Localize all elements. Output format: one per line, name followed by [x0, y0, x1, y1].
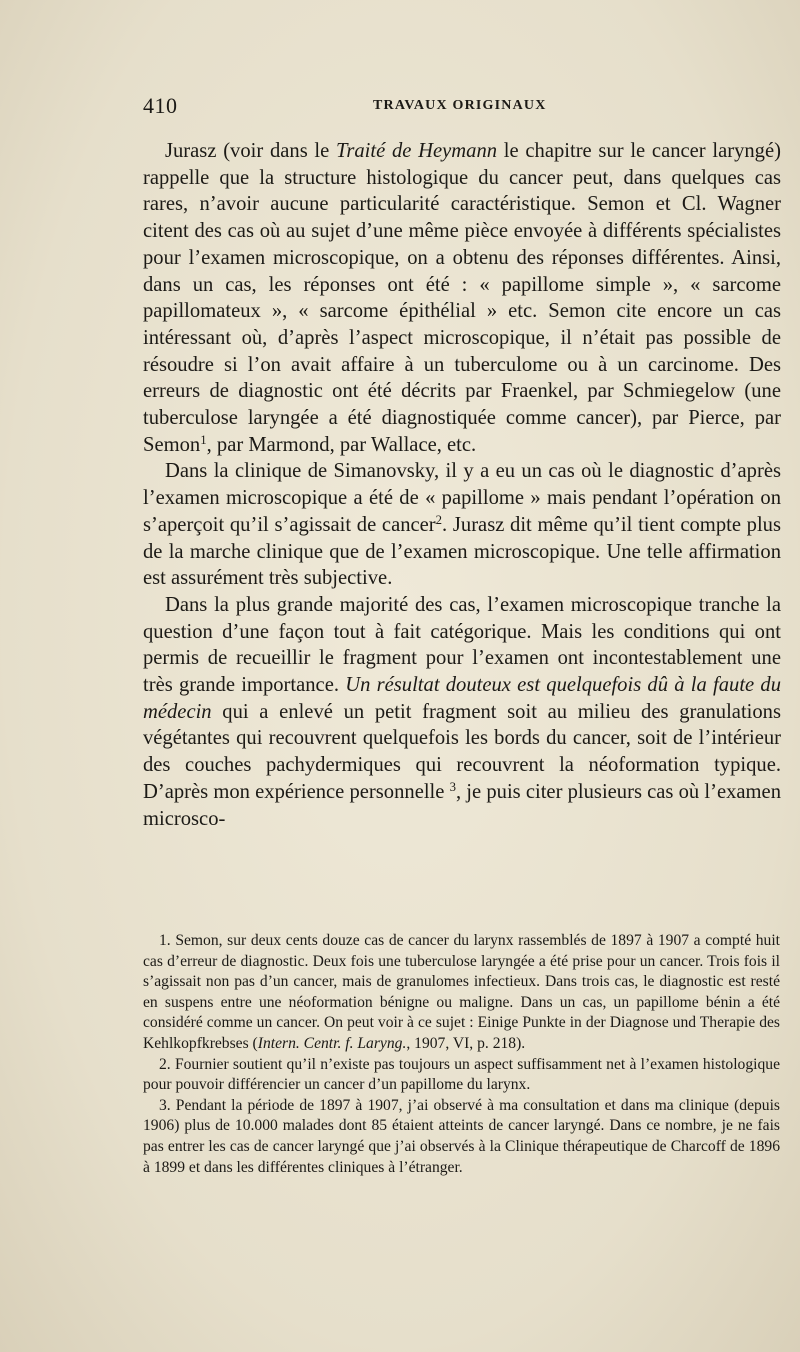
text-run: , 1907, VI, p. 218).	[406, 1034, 526, 1052]
footnote-3: 3. Pendant la période de 1897 à 1907, j’ai observé à ma consultation et dans ma clinique (depuis 1906) plus de 10.000 malades dont 85 étaient atteints de cancer laryngé. Dans ce nombre, je ne fais pas entrer les cas de cancer laryngé que j’ai observés à la Clinique thérapeutique de Charcoff de 1896 à 1899 et dans les différentes cliniques à l’étranger.	[143, 1096, 780, 1176]
footnotes	[143, 931, 780, 1178]
footnote-ref-2: 2	[435, 512, 443, 527]
main-text	[143, 138, 781, 832]
italic-text: Traité de Heymann	[336, 140, 498, 162]
paragraph-2	[143, 458, 781, 592]
italic-text: Un résultat douteux est quelquefois dû à la faute du médecin	[143, 674, 781, 723]
text-run: Jurasz (voir dans le	[165, 140, 337, 162]
footnote-ref-1: 1	[200, 432, 207, 447]
text-run: Dans la clinique de Simanovsky, il y a eu un cas où le diagnostic d’après l’examen microscopique a été de « papillome » mais pendant l’opération on s’aperçoit qu’il s’agissait de cancer	[143, 460, 781, 536]
footnote-2: 2. Fournier soutient qu’il n’existe pas toujours un aspect suffisamment net à l’examen histologique pour pouvoir différencier un cancer d’un papillome du larynx.	[143, 1055, 780, 1094]
footnote-1	[143, 931, 780, 1055]
footnote-ref-3: 3	[449, 779, 456, 794]
page-header	[143, 93, 783, 123]
text-run: le chapitre sur le cancer laryngé) rappelle que la structure histologique du cancer peut, dans quelques cas rares, n’avoir aucune particularité caractéristique. Semon et Cl. Wagner citent des cas où au sujet d’une même pièce envoyée à différents spécialistes pour l’examen microscopique, on a obtenu des réponses différentes. Ainsi, dans un cas, les réponses ont été : « papillome simple », « sarcome papillomateux », « sarcome épithélial » etc. Semon cite encore un cas intéressant où, d’après l’aspect microscopique, il n’était pas possible de résoudre si l’on avait affaire à un tuberculome ou à un carcinome. Des erreurs de diagnostic ont été décrits par Fraenkel, par Schmiegelow (une tuberculose laryngée a été diagnostiquée comme cancer), par Pierce, par Semon	[143, 140, 781, 456]
text-run: Dans la plus grande majorité des cas, l’examen microscopique tranche la question d’une façon tout à fait catégorique. Mais les conditions qui ont permis de recueillir le fragment pour l’examen ont incontestablement une très grande importance.	[143, 593, 781, 697]
text-run: 1. Semon, sur deux cents douze cas de cancer du larynx rassemblés de 1897 à 1907 a compté huit cas d’erreur de diagnostic. Deux fois une tuberculose laryngée a été prise pour un cancer. Trois fois il s’agissait non pas d’un cancer, mais de granulomes infectieux. Dans trois cas, le diagnostic est resté en suspens entre une néoformation bénigne ou maligne. Dans un cas, un papillome bénin a été considéré comme un cancer. On peut voir à ce sujet : Einige Punkte in der Diagnose und Therapie des Kehlkopfkrebses (	[143, 932, 780, 1052]
text-run: , je puis citer plusieurs cas où l’examen microsco-	[143, 780, 781, 830]
text-run: qui a enlevé un petit fragment soit au milieu des granulations végétantes qui recouvrent quelquefois les bords du cancer, soit de l’intérieur des couches pachydermiques qui recouvrent la néoformation typique. D’après mon expérience personnelle	[143, 700, 781, 803]
italic-text: Intern. Centr. f. Laryng.	[257, 1034, 407, 1052]
text-run: . Jurasz dit même qu’il tient compte plus de la marche clinique que de l’examen microscopique. Une telle affirmation est assurément très subjective.	[143, 513, 781, 590]
running-title: TRAVAUX ORIGINAUX	[373, 98, 547, 113]
paragraph-1	[143, 138, 781, 458]
text-run: , par Marmond, par Wallace, etc.	[206, 433, 477, 456]
paragraph-3	[143, 592, 781, 832]
page-number: 410	[143, 93, 178, 118]
